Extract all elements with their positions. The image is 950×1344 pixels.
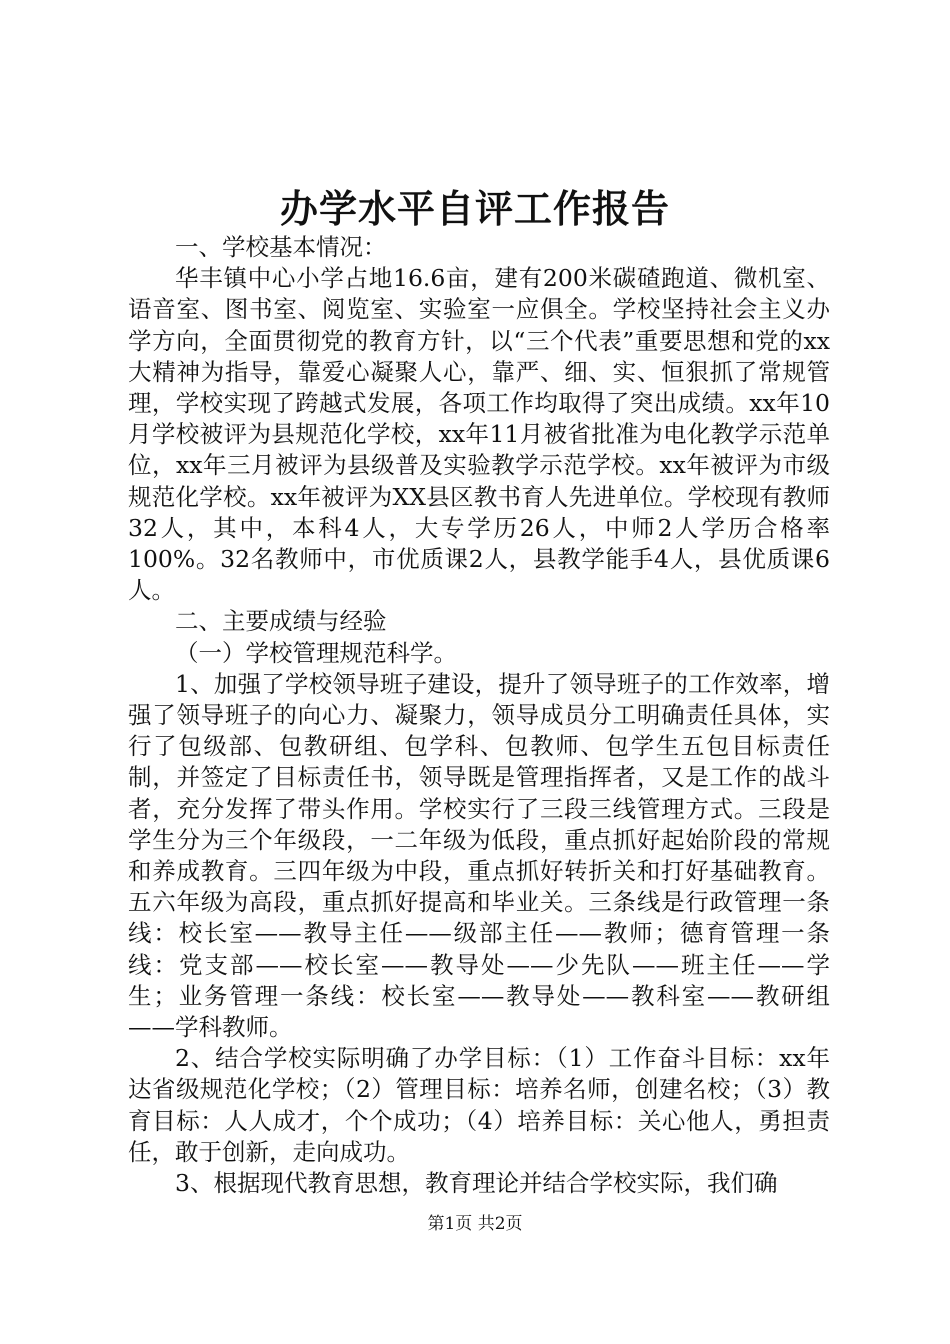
paragraph-basic-info: 华丰镇中心小学占地16.6亩，建有200米碳碴跑道、微机室、语音室、图书室、阅览室、实验室一应俱全。学校坚持社会主义办学方向，全面贯彻党的教育方针，以“三个代表”重要思想和党的xx大精神为指导，靠爱心凝聚人心，靠严、细、实、恒狠抓了常规管理，学校实现了跨越式发展，各项工作均取得了突出成绩。xx年10月学校被评为县规范化学校，xx年11月被省批准为电化教学示范单位，xx年三月被评为县级普及实验教学示范学校。xx年被评为市级规范化学校。xx年被评为XX县区教书育人先进单位。学校现有教师32人，其中，本科4人，大专学历26人，中师2人学历合格率100%。32名教师中，市优质课2人，县教学能手4人，县优质课6人。 <box>128 264 830 605</box>
document-body <box>128 232 830 1199</box>
page-footer: 第1页 共2页 <box>427 1214 523 1234</box>
section-heading-basic-info: 一、学校基本情况： <box>175 233 387 261</box>
document-title: 办学水平自评工作报告 <box>279 186 670 231</box>
paragraph-item-2: 2、结合学校实际明确了办学目标：（1）工作奋斗目标：xx年达省级规范化学校；（2）管理目标：培养名师，创建名校；（3）教育目标：人人成才，个个成功；（4）培养目标：关心他人，勇担责任，敢于创新，走向成功。 <box>128 1044 830 1166</box>
section-heading-achievements: 二、主要成绩与经验 <box>175 607 387 636</box>
paragraph-item-3: 3、根据现代教育思想，教育理论并结合学校实际，我们确 <box>175 1169 778 1198</box>
subheading-management: （一）学校管理规范科学。 <box>175 638 457 667</box>
paragraph-item-1: 1、加强了学校领导班子建设，提升了领导班子的工作效率，增强了领导班子的向心力、凝聚力，领导成员分工明确责任具体，实行了包级部、包教研组、包学科、包教师、包学生五包目标责任制，并签定了目标责任书，领导既是管理指挥者，又是工作的战斗者，充分发挥了带头作用。学校实行了三段三线管理方式。三段是学生分为三个年级段，一二年级为低段，重点抓好起始阶段的常规和养成教育。三四年级为中段，重点抓好转折关和打好基础教育。五六年级为高段，重点抓好提高和毕业关。三条线是行政管理一条线：校长室——教导主任——级部主任——教师；德育管理一条线：党支部——校长室——教导处——少先队——班主任——学生；业务管理一条线：校长室——教导处——教科室——教研组——学科教师。 <box>128 669 830 1042</box>
